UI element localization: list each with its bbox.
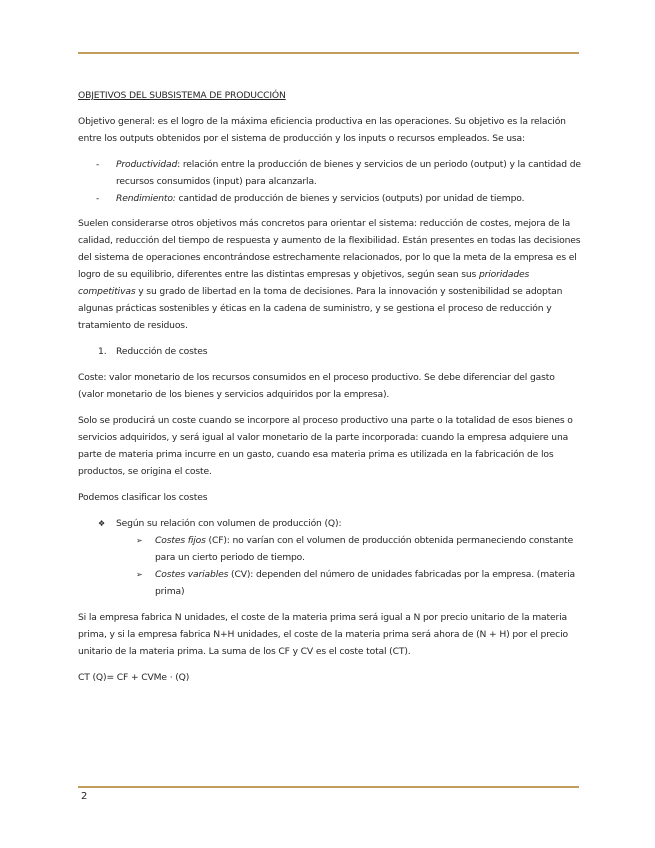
arrow-bullet-icon: ➢ (136, 536, 143, 545)
intro-paragraph: Objetivo general: es el logro de la máxima eficiencia productiva en las operaciones. Su objetivo es la relación entre los outputs obtenidos por el sistema de producción y los inputs o recursos empleados. Se usa: (78, 116, 566, 144)
classify-intro: Podemos clasificar los costes (78, 492, 208, 503)
document-body (78, 87, 583, 695)
example-paragraph: Si la empresa fabrica N unidades, el coste de la materia prima será igual a N por precio unitario de la materia prima, y si la empresa fabrica N+H unidades, el coste de la materia prima será ahora de (N + H) por el precio unitario de la materia prima. La suma de los CF y CV es el coste total (CT). (78, 612, 568, 657)
dash-bullet: - (96, 159, 100, 170)
list-item (78, 190, 583, 207)
rendimiento-text: cantidad de producción de bienes y servicios (outputs) por unidad de tiempo. (175, 193, 525, 204)
section-number: 1. (98, 346, 107, 357)
cost-occurrence-paragraph: Solo se producirá un coste cuando se incorpore al proceso productivo una parte o la totalidad de esos bienes o servicios adquiridos, y será igual al valor monetario de la parte incorporada: cuando la empresa adquiere una parte de materia prima incurre en un gasto, cuando esa materia prima es utilizada en la fabricación de los productos, se origina el coste. (78, 415, 573, 477)
header-rule (78, 52, 579, 54)
footer-rule (78, 786, 579, 788)
arrow-bullet-icon: ➢ (136, 570, 143, 579)
costes-variables-text: (CV): dependen del número de unidades fabricadas por la empresa. (materia prima) (155, 569, 575, 597)
classification-label: Según su relación con volumen de producción (Q): (116, 518, 342, 529)
section-heading-reduccion (78, 343, 583, 360)
term-costes-variables: Costes variables (155, 569, 229, 580)
section-title: OBJETIVOS DEL SUBSISTEMA DE PRODUCCIÓN (78, 90, 286, 101)
measures-list (78, 156, 583, 207)
cost-definition-paragraph: Coste: valor monetario de los recursos consumidos en el proceso productivo. Se debe diferenciar del gasto (valor monetario de los bienes y servicios adquiridos por la empresa). (78, 372, 555, 400)
term-productividad: Productividad (116, 159, 178, 170)
cost-types-list (78, 532, 583, 600)
list-item (78, 532, 583, 566)
objectives-text-after: y su grado de libertad en la toma de decisiones. Para la innovación y sostenibilidad se adoptan algunas prácticas sostenibles y éticas en la cadena de suministro, y se gestiona el proceso de reducción y tratamiento de residuos. (78, 286, 563, 331)
term-costes-fijos: Costes fijos (155, 535, 206, 546)
term-rendimiento: Rendimiento: (116, 193, 176, 204)
productividad-text: : relación entre la producción de bienes y servicios de un periodo (output) y la cantidad de recursos consumidos (input) para alcanzarla. (116, 159, 581, 187)
formula: CT (Q)= CF + CVMe · (Q) (78, 672, 190, 683)
section-label: Reducción de costes (116, 346, 208, 357)
list-item (78, 566, 583, 600)
objectives-paragraph (78, 215, 583, 334)
objectives-text-before: Suelen considerarse otros objetivos más concretos para orientar el sistema: reducción de costes, mejora de la calidad, reducción del tiempo de respuesta y aumento de la flexibilidad. Están presentes en todas las decisiones del sistema de operaciones encontrándose estrechamente relacionados, por lo que la meta de la empresa es el logro de su equilibrio, diferentes entre las distintas empresas y objetivos, según sean sus (78, 218, 581, 280)
costes-fijos-text: (CF): no varían con el volumen de producción obtenida permaneciendo constante para un cierto periodo de tiempo. (155, 535, 574, 563)
classification-item (78, 515, 583, 532)
diamond-bullet-icon: ❖ (98, 519, 106, 528)
list-item (78, 156, 583, 190)
dash-bullet: - (96, 193, 100, 204)
page-number: 2 (81, 791, 88, 802)
objectives-emphasis: prioridades competitivas (78, 269, 530, 297)
